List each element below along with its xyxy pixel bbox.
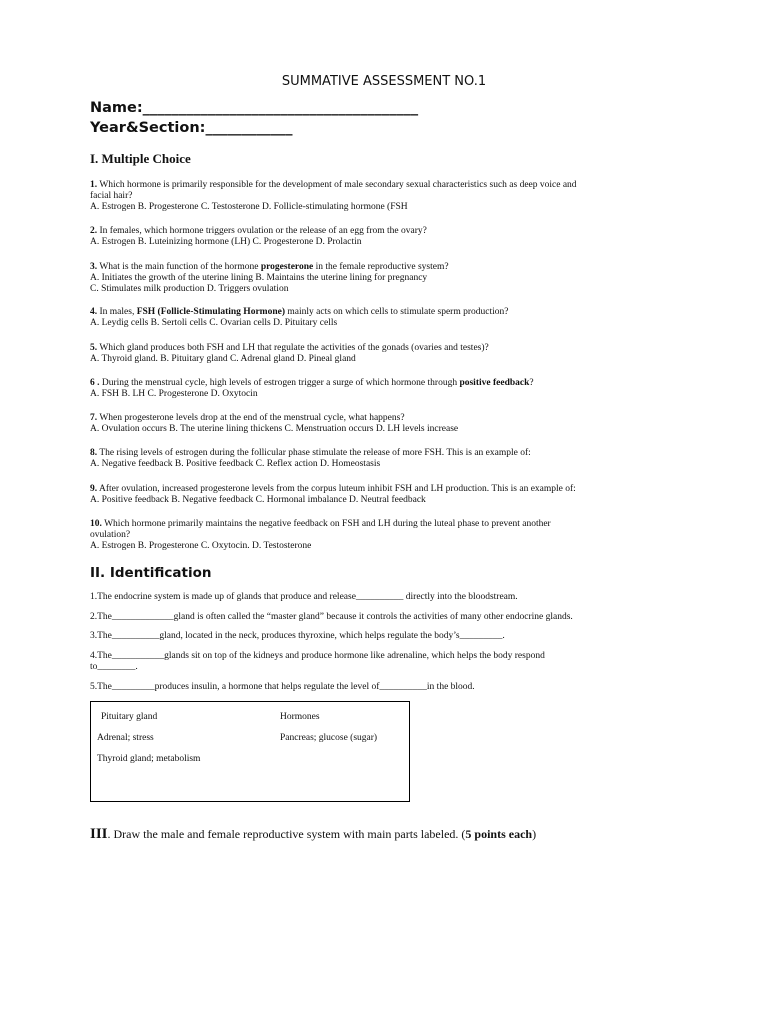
question-text: ? bbox=[529, 378, 534, 388]
question-8 bbox=[90, 448, 680, 470]
identification-item-5: 5.The_________produces insulin, a hormone that helps regulate the level of__________in the blood. bbox=[90, 682, 475, 692]
question-1 bbox=[90, 180, 680, 213]
section-3-numeral: III bbox=[90, 826, 108, 842]
answer-options: A. Estrogen B. Progesterone C. Testosterone D. Follicle-stimulating hormone (FSH bbox=[90, 202, 408, 212]
question-text: What is the main function of the hormone bbox=[99, 262, 261, 272]
question-9 bbox=[90, 484, 680, 506]
identification-item-3: 3.The__________gland, located in the neck, produces thyroxine, which helps regulate the body’s_________. bbox=[90, 631, 505, 641]
question-stem bbox=[90, 378, 680, 389]
year-section-field[interactable]: Year&Section:____________ bbox=[90, 120, 293, 136]
question-text-continued: ovulation? bbox=[90, 530, 131, 540]
question-number: 7. bbox=[90, 413, 98, 423]
question-text: When progesterone levels drop at the end of the menstrual cycle, what happens? bbox=[99, 413, 405, 423]
question-stem bbox=[90, 180, 680, 191]
question-text: The rising levels of estrogen during the follicular phase stimulate the release of more FSH. This is an example of: bbox=[99, 448, 531, 458]
answer-options: A. Estrogen B. Progesterone C. Oxytocin. D. Testosterone bbox=[90, 541, 312, 551]
question-stem bbox=[90, 484, 680, 495]
question-emphasis: FSH (Follicle-Stimulating Hormone) bbox=[136, 307, 285, 317]
question-3 bbox=[90, 262, 680, 295]
choice-pancreas-glucose: Pancreas; glucose (sugar) bbox=[280, 733, 378, 743]
question-7 bbox=[90, 413, 680, 435]
section-3-close: ) bbox=[532, 827, 537, 841]
answer-options: A. Thyroid gland. B. Pituitary gland C. Adrenal gland D. Pineal gland bbox=[90, 354, 356, 364]
question-4 bbox=[90, 307, 680, 329]
identification-item-1: 1.The endocrine system is made up of glands that produce and release__________ directly into the bloodstream. bbox=[90, 592, 518, 602]
answer-choices-box bbox=[90, 701, 410, 802]
choice-thyroid-metabolism: Thyroid gland; metabolism bbox=[97, 754, 201, 764]
question-number: 6 . bbox=[90, 378, 100, 388]
question-stem bbox=[90, 307, 680, 318]
name-field[interactable]: Name:______________________________________ bbox=[90, 100, 419, 116]
answer-options: A. Leydig cells B. Sertoli cells C. Ovarian cells D. Pituitary cells bbox=[90, 318, 338, 328]
question-number: 1. bbox=[90, 180, 98, 190]
question-number: 2. bbox=[90, 226, 98, 236]
answer-options: C. Stimulates milk production D. Triggers ovulation bbox=[90, 284, 289, 294]
question-stem bbox=[90, 262, 680, 273]
question-number: 8. bbox=[90, 448, 98, 458]
page-title: SUMMATIVE ASSESSMENT NO.1 bbox=[281, 74, 487, 89]
identification-item-4: 4.The___________glands sit on top of the kidneys and produce hormone like adrenaline, which helps the body respond bbox=[90, 651, 545, 661]
answer-options: A. Positive feedback B. Negative feedback C. Hormonal imbalance D. Neutral feedback bbox=[90, 495, 426, 505]
question-text: Which hormone primarily maintains the negative feedback on FSH and LH during the luteal phase to prevent another bbox=[104, 519, 551, 529]
question-number: 9. bbox=[90, 484, 98, 494]
answer-options: A. FSH B. LH C. Progesterone D. Oxytocin bbox=[90, 389, 258, 399]
question-text: mainly acts on which cells to stimulate sperm production? bbox=[285, 307, 509, 317]
question-stem bbox=[90, 413, 680, 424]
question-text: In females, which hormone triggers ovulation or the release of an egg from the ovary? bbox=[99, 226, 427, 236]
question-stem bbox=[90, 226, 680, 237]
question-text: During the menstrual cycle, high levels of estrogen trigger a surge of which hormone through bbox=[101, 378, 460, 388]
choice-adrenal-stress: Adrenal; stress bbox=[97, 733, 154, 743]
question-6 bbox=[90, 378, 680, 400]
choice-pituitary-gland: Pituitary gland bbox=[101, 712, 158, 722]
identification-item-2: 2.The_____________gland is often called the “master gland” because it controls the activities of many other endocrine glands. bbox=[90, 612, 573, 622]
question-stem bbox=[90, 519, 680, 530]
section-3-points: 5 points each bbox=[465, 827, 533, 841]
section-2-heading: II. Identification bbox=[90, 565, 212, 581]
identification-item-4-continued: to________. bbox=[90, 662, 138, 672]
section-3-text: . Draw the male and female reproductive system with main parts labeled. ( bbox=[107, 827, 466, 841]
question-number: 3. bbox=[90, 262, 98, 272]
question-number: 10. bbox=[90, 519, 102, 529]
answer-options: A. Ovulation occurs B. The uterine lining thickens C. Menstruation occurs D. LH levels increase bbox=[90, 424, 459, 434]
question-emphasis: progesterone bbox=[260, 262, 314, 272]
question-text: In males, bbox=[99, 307, 137, 317]
question-emphasis: positive feedback bbox=[459, 378, 530, 388]
answer-options: A. Negative feedback B. Positive feedback C. Reflex action D. Homeostasis bbox=[90, 459, 381, 469]
question-text: Which hormone is primarily responsible for the development of male secondary sexual characteristics such as deep voice and bbox=[99, 180, 577, 190]
question-number: 5. bbox=[90, 343, 98, 353]
question-5 bbox=[90, 343, 680, 365]
question-text: in the female reproductive system? bbox=[313, 262, 449, 272]
choice-hormones: Hormones bbox=[280, 712, 320, 722]
question-10 bbox=[90, 519, 680, 552]
answer-options: A. Initiates the growth of the uterine lining B. Maintains the uterine lining for pregnancy bbox=[90, 273, 428, 283]
question-stem bbox=[90, 343, 680, 354]
question-stem bbox=[90, 448, 680, 459]
question-text: Which gland produces both FSH and LH that regulate the activities of the gonads (ovaries and testes)? bbox=[99, 343, 489, 353]
section-1-heading: I. Multiple Choice bbox=[90, 151, 191, 166]
question-text: After ovulation, increased progesterone levels from the corpus luteum inhibit FSH and LH production. This is an example of: bbox=[98, 484, 576, 494]
section-3-instruction bbox=[90, 826, 536, 843]
question-text-continued: facial hair? bbox=[90, 191, 133, 201]
answer-options: A. Estrogen B. Luteinizing hormone (LH) C. Progesterone D. Prolactin bbox=[90, 237, 362, 247]
question-number: 4. bbox=[90, 307, 98, 317]
question-2 bbox=[90, 226, 680, 248]
